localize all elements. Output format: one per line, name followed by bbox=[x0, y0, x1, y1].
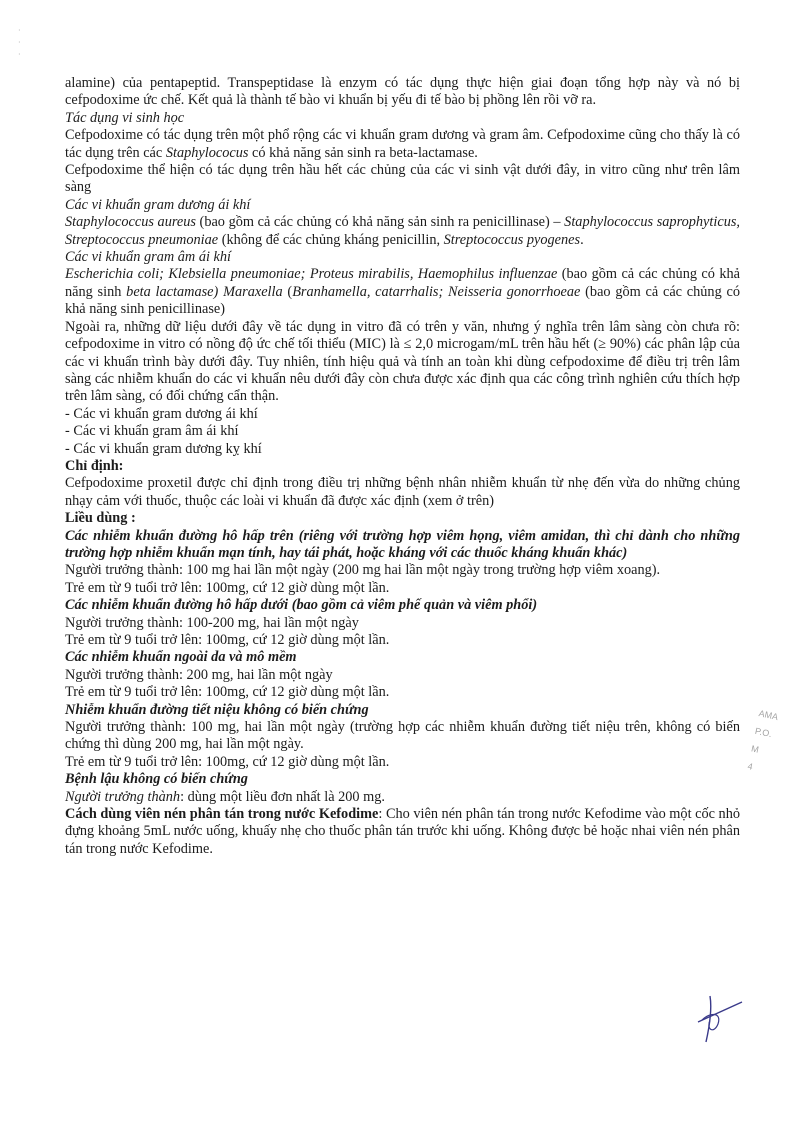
paragraph bbox=[65, 423, 740, 440]
text-run: Staphylococcus saprophyticus, Streptococcus pneumoniae bbox=[65, 214, 740, 248]
margin-dots: · · · bbox=[18, 26, 21, 59]
paragraph bbox=[65, 249, 740, 266]
paragraph bbox=[65, 75, 740, 110]
text-run: Liều dùng : bbox=[65, 510, 136, 527]
paragraph bbox=[65, 162, 740, 197]
text-run: ( bbox=[282, 283, 293, 300]
signature-mark bbox=[680, 990, 760, 1050]
paragraph bbox=[65, 458, 740, 475]
paragraph bbox=[65, 510, 740, 527]
text-run: Tác dụng vi sinh học bbox=[65, 109, 185, 126]
text-run: có khả năng sản sinh ra beta-lactamase. bbox=[248, 144, 478, 161]
text-run: Cefpodoxime thể hiện có tác dụng trên hầu hết các chủng của các vi sinh vật dưới đây, in vitro cũng như trên lâm sàng bbox=[65, 162, 740, 196]
paragraph bbox=[65, 214, 740, 249]
text-run: Streptococcus pyogenes bbox=[443, 231, 581, 248]
paragraph bbox=[65, 127, 740, 162]
text-run: Trẻ em từ 9 tuổi trở lên: 100mg, cứ 12 giờ dùng một lần. bbox=[65, 579, 390, 596]
text-run: : Cho viên nén phân tán trong nước Kefodime vào một cốc nhỏ đựng khoảng 5mL nước uống, khuấy nhẹ cho thuốc phân tán trước khi uống. Không được bẻ hoặc nhai viên nén phân tán trong nước Kefodime. bbox=[65, 806, 740, 857]
paragraph bbox=[65, 597, 740, 614]
stamp-text: AMA bbox=[757, 708, 780, 723]
paragraph bbox=[65, 562, 740, 579]
paragraph bbox=[65, 319, 740, 406]
text-run: Chỉ định: bbox=[65, 457, 124, 474]
text-run: Cefpodoxime có tác dụng trên một phổ rộng các vi khuẩn gram dương và gram âm. Cefpodoxime cũng cho thấy là có tác dụng trên các bbox=[65, 127, 740, 161]
text-run: Ngoài ra, những dữ liệu dưới đây về tác dụng in vitro đã có trên y văn, nhưng ý nghĩa trên lâm sàng còn chưa rõ: cefpodoxime in vitro có nồng độ ức chế tối thiểu (MIC) là ≤ 2,0 microgam/mL trên hầu hết (≥ 90%) các phân lập của các vi khuẩn trình bày dưới đây. Tuy nhiên, tính hiệu quả và tính an toàn khi dùng cefpodoxime để điều trị trên lâm sàng các nhiễm khuẩn do các vi khuẩn nêu dưới đây còn chưa được xác định qua các công trình nghiên cứu thích hợp trên lâm sàng, có đối chứng cẩn thận. bbox=[65, 318, 740, 405]
paragraph bbox=[65, 266, 740, 318]
paragraph bbox=[65, 406, 740, 423]
text-run: (không để các chủng kháng penicillin, bbox=[218, 231, 444, 248]
paragraph bbox=[65, 719, 740, 754]
text-run: Người trưởng thành: 100 mg, hai lần một ngày (trường hợp các nhiễm khuẩn đường tiết niệu trên, không có biến chứng thì dùng 200 mg, hai lần một ngày. bbox=[65, 719, 740, 753]
paragraph bbox=[65, 754, 740, 771]
paragraph bbox=[65, 667, 740, 684]
text-run: Người trưởng thành bbox=[65, 788, 181, 805]
text-run: Các nhiễm khuẩn đường hô hấp trên (riêng với trường hợp viêm họng, viêm amidan, thì chỉ dành cho những trường hợp nhiễm khuẩn mạn tính, hay tái phát, hoặc kháng với các thuốc kháng khuẩn khác) bbox=[65, 527, 740, 561]
stamp-text: M bbox=[750, 743, 760, 755]
text-run: Cách dùng viên nén phân tán trong nước Kefodime bbox=[65, 806, 379, 823]
text-run: . bbox=[580, 231, 584, 248]
text-run: : dùng một liều đơn nhất là 200 mg. bbox=[180, 788, 385, 805]
paragraph bbox=[65, 615, 740, 632]
text-run: Trẻ em từ 9 tuổi trở lên: 100mg, cứ 12 giờ dùng một lần. bbox=[65, 632, 390, 648]
text-run: (bao gồm cả các chủng có khả năng sản sinh ra penicillinase) – bbox=[195, 214, 565, 231]
text-run: Các vi khuẩn gram âm ái khí bbox=[65, 249, 231, 266]
text-run: Người trưởng thành: 200 mg, hai lần một ngày bbox=[65, 666, 333, 683]
paragraph bbox=[65, 475, 740, 510]
text-run: (bao gồm cả các chủng có khả năng sinh bbox=[65, 266, 740, 300]
text-run: Staphylococus bbox=[165, 144, 249, 161]
side-stamp bbox=[737, 708, 800, 826]
text-run: - Các vi khuẩn gram dương kỵ khí bbox=[65, 440, 262, 457]
paragraph bbox=[65, 580, 740, 597]
stamp-text: 4 bbox=[746, 761, 754, 772]
text-run: Các vi khuẩn gram dương ái khí bbox=[65, 196, 251, 213]
text-run: Staphylococcus aureus bbox=[65, 214, 196, 231]
paragraph bbox=[65, 684, 740, 701]
paragraph bbox=[65, 702, 740, 719]
paragraph bbox=[65, 197, 740, 214]
text-run: Cefpodoxime proxetil được chỉ định trong điều trị những bệnh nhân nhiễm khuẩn từ nhẹ đến vừa do những chủng nhạy cảm với thuốc, thuộc các loài vi khuẩn đã được xác định (xem ở trên) bbox=[65, 475, 740, 509]
paragraph bbox=[65, 528, 740, 563]
paragraph bbox=[65, 806, 740, 858]
text-run: - Các vi khuẩn gram dương ái khí bbox=[65, 405, 258, 422]
text-run: Maraxella bbox=[223, 283, 283, 300]
paragraph bbox=[65, 632, 740, 649]
paragraph bbox=[65, 441, 740, 458]
text-run: Các nhiễm khuẩn ngoài da và mô mềm bbox=[65, 649, 297, 666]
text-run: Bệnh lậu không có biến chứng bbox=[65, 771, 248, 788]
text-run: Các nhiễm khuẩn đường hô hấp dưới (bao gồm cả viêm phế quản và viêm phổi) bbox=[65, 597, 538, 614]
text-run: Người trưởng thành: 100-200 mg, hai lần một ngày bbox=[65, 614, 359, 631]
text-run: alamine) của pentapeptid. Transpeptidase là enzym có tác dụng thực hiện giai đoạn tổng hợp này và nó bị cefpodoxime ức chế. Kết quả là thành tế bào vi khuẩn bị yếu đi tế bào bị phồng lên rồi vỡ ra. bbox=[65, 75, 740, 109]
paragraph bbox=[65, 649, 740, 666]
text-run: (bao gồm cả các chủng có khả năng sinh penicillinase) bbox=[65, 283, 740, 318]
text-run: beta lactamase) bbox=[126, 283, 219, 300]
text-run: Branhamella, catarrhalis; Neisseria gonorrhoeae bbox=[292, 283, 581, 300]
document-body bbox=[65, 75, 740, 858]
stamp-text: P.O. bbox=[754, 725, 773, 740]
text-run: Escherichia coli; Klebsiella pneumoniae; Proteus mirabilis, Haemophilus influenzae bbox=[65, 266, 558, 283]
paragraph bbox=[65, 110, 740, 127]
text-run: Người trưởng thành: 100 mg hai lần một ngày (200 mg hai lần một ngày trong trường hợp viêm xoang). bbox=[65, 562, 661, 579]
text-run: - Các vi khuẩn gram âm ái khí bbox=[65, 423, 239, 440]
text-run: Trẻ em từ 9 tuổi trở lên: 100mg, cứ 12 giờ dùng một lần. bbox=[65, 684, 390, 701]
paragraph bbox=[65, 771, 740, 788]
text-run: Nhiễm khuẩn đường tiết niệu không có biến chứng bbox=[65, 701, 369, 718]
paragraph bbox=[65, 789, 740, 806]
text-run: Trẻ em từ 9 tuổi trở lên: 100mg, cứ 12 giờ dùng một lần. bbox=[65, 753, 390, 770]
